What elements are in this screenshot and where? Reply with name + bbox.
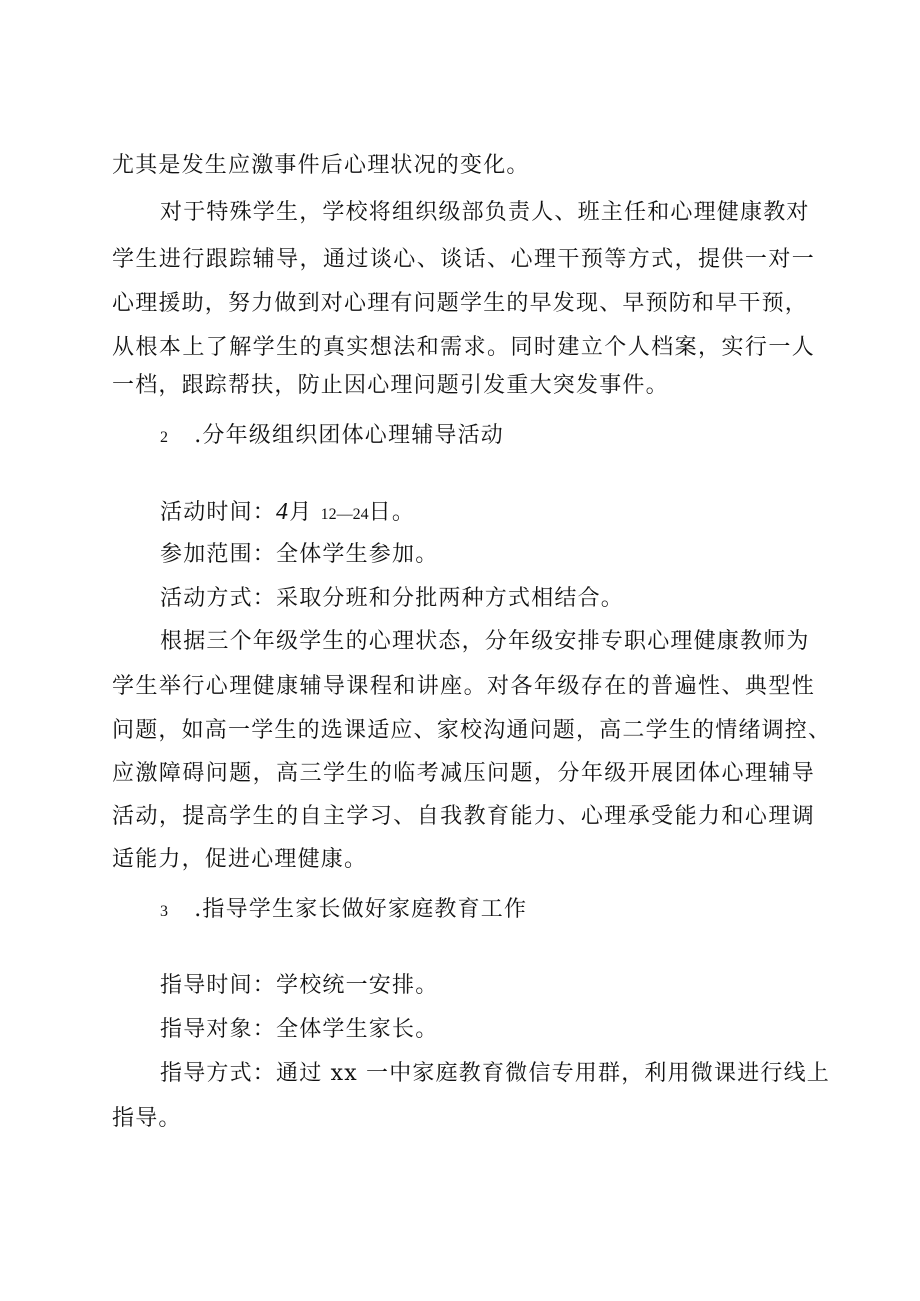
section-title: .指导学生家长做好家庭教育工作 xyxy=(194,897,528,922)
activity-time-month-unit: 月 xyxy=(289,500,313,525)
activity-time-label: 活动时间： xyxy=(160,500,277,525)
paragraph-line: 学生举行心理健康辅导课程和讲座。对各年级存在的普遍性、典型性 xyxy=(112,674,815,699)
paragraph-line: 心理援助，努力做到对心理有问题学生的早发现、早预防和早干预， xyxy=(112,291,809,316)
section-heading-2 xyxy=(160,422,504,452)
paragraph-line: 一档，跟踪帮扶，防止因心理问题引发重大突发事件。 xyxy=(112,373,669,398)
guidance-method-cont: 指导。 xyxy=(112,1106,182,1131)
paragraph-line: 问题，如高一学生的选课适应、家校沟通问题，高二学生的情绪调控、 xyxy=(112,718,832,743)
paragraph-line: 适能力，促进心理健康。 xyxy=(112,847,368,872)
paragraph-line: 应激障碍问题，高三学生的临考减压问题，分年级开展团体心理辅导 xyxy=(112,761,815,786)
paragraph-line: 学生进行跟踪辅导，通过谈心、谈话、心理干预等方式，提供一对一 xyxy=(112,247,815,272)
section-number: 2 xyxy=(160,429,168,446)
section-title: .分年级组织团体心理辅导活动 xyxy=(194,423,504,448)
guidance-time: 指导时间：学校统一安排。 xyxy=(160,973,439,998)
activity-time-day-unit: 日。 xyxy=(368,500,416,525)
activity-time xyxy=(160,498,415,529)
activity-time-days: 12—24 xyxy=(320,506,369,523)
paragraph-line: 对于特殊学生，学校将组织级部负责人、班主任和心理健康教对 xyxy=(160,200,810,225)
activity-method: 活动方式：采取分班和分批两种方式相结合。 xyxy=(160,586,625,611)
guidance-target: 指导对象：全体学生家长。 xyxy=(160,1017,439,1042)
activity-scope: 参加范围：全体学生参加。 xyxy=(160,542,439,567)
activity-time-month: 4 xyxy=(276,499,290,525)
paragraph-line: 根据三个年级学生的心理状态，分年级安排专职心理健康教师为 xyxy=(160,629,810,654)
section-heading-3 xyxy=(160,896,527,926)
guidance-method: 指导方式：通过 xx 一中家庭教育微信专用群，利用微课进行线上 xyxy=(160,1061,831,1086)
section-number: 3 xyxy=(160,903,168,920)
paragraph-line: 尤其是发生应激事件后心理状况的变化。 xyxy=(112,153,530,178)
paragraph-line: 从根本上了解学生的真实想法和需求。同时建立个人档案，实行一人 xyxy=(112,335,815,360)
paragraph-line: 活动，提高学生的自主学习、自我教育能力、心理承受能力和心理调 xyxy=(112,804,815,829)
